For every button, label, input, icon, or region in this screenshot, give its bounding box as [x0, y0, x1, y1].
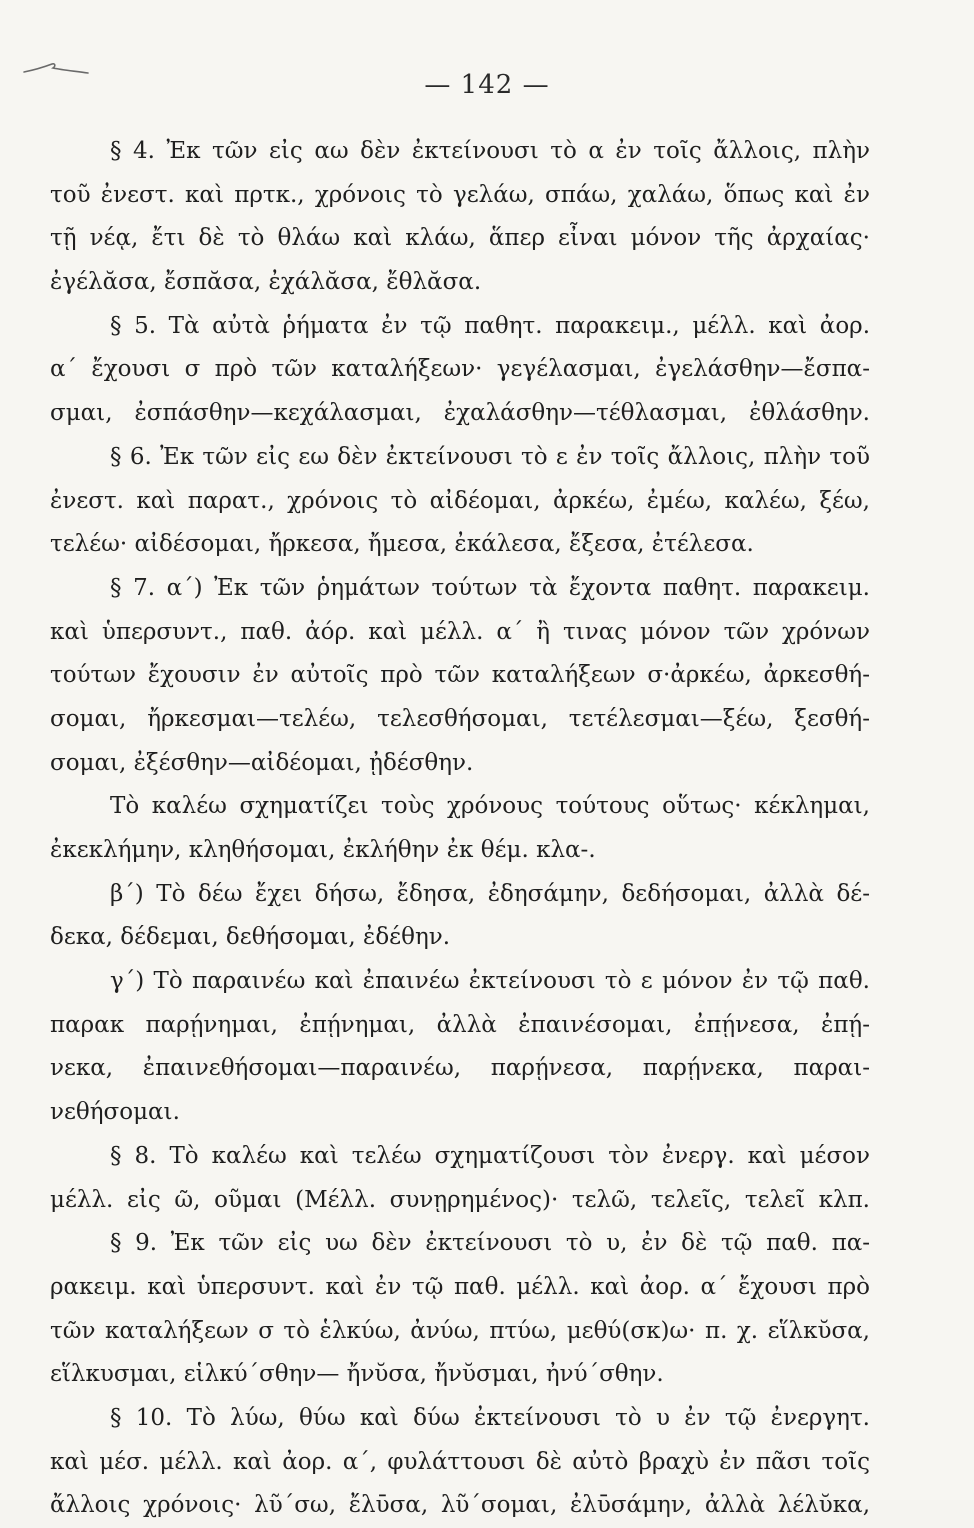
- text-line: γ΄) Τὸ παραινέω καὶ ἐπαινέω ἐκτείνουσι τὸ ε μόνον ἐν τῷ παθ.: [110, 968, 870, 995]
- text-line: εἵλκυσμαι, εἱλκύ΄σθην— ἤνῠσα, ἤνῠσμαι, ἠνύ΄σθην.: [50, 1361, 664, 1388]
- body-text: [50, 130, 870, 1528]
- text-line: § 10. Τὸ λύω, θύω καὶ δύω ἐκτείνουσι τὸ υ ἐν τῷ ἐνεργητ.: [110, 1404, 870, 1431]
- text-line: § 9. Ἐκ τῶν εἰς υω δὲν ἐκτείνουσι τὸ υ, ἐν δὲ τῷ παθ. πα-: [110, 1230, 870, 1257]
- text-line: § 6. Ἐκ τῶν εἰς εω δὲν ἐκτείνουσι τὸ ε ἐν τοῖς ἄλλοις, πλὴν τοῦ: [110, 443, 870, 470]
- text-line: σομαι, ἐξέσθην—αἰδέομαι, ᾐδέσθην.: [50, 749, 474, 776]
- text-line: καὶ μέσ. μέλλ. καὶ ἀορ. α΄, φυλάττουσι δὲ αὐτὸ βραχὺ ἐν πᾶσι τοῖς: [50, 1448, 870, 1475]
- text-line: μέλλ. εἰς ῶ, οῦμαι (Μέλλ. συνῃρημένος)· τελῶ, τελεῖς, τελεῖ κλπ.: [50, 1186, 870, 1213]
- text-line: § 7. α΄) Ἐκ τῶν ῥημάτων τούτων τὰ ἔχοντα παθητ. παρακειμ.: [110, 574, 870, 601]
- text-line: τούτων ἔχουσιν ἐν αὐτοῖς πρὸ τῶν καταλήξεων σ·ἀρκέω, ἀρκεσθή-: [50, 662, 870, 689]
- text-line: Τὸ καλέω σχηματίζει τοὺς χρόνους τούτους οὕτως· κέκλημαι,: [110, 793, 870, 820]
- text-line: καὶ ὑπερσυντ., παθ. ἀόρ. καὶ μέλλ. α΄ ἢ τινας μόνον τῶν χρόνων: [50, 618, 870, 645]
- text-line: ἐγέλᾰσα, ἔσπᾰσα, ἐχάλᾰσα, ἔθλᾰσα.: [50, 269, 482, 296]
- text-line: § 5. Τὰ αὐτὰ ῥήματα ἐν τῷ παθητ. παρακειμ., μέλλ. καὶ ἀορ.: [110, 312, 870, 339]
- text-line: τελέω· αἰδέσομαι, ἤρκεσα, ἤμεσα, ἐκάλεσα, ἔξεσα, ἐτέλεσα.: [50, 531, 754, 558]
- text-line: α΄ ἔχουσι σ πρὸ τῶν καταλήξεων· γεγέλασμαι, ἐγελάσθην—ἔσπα-: [50, 356, 870, 383]
- text-line: § 4. Ἐκ τῶν εἰς αω δὲν ἐκτείνουσι τὸ α ἐν τοῖς ἄλλοις, πλὴν: [110, 138, 870, 164]
- text-line: ἐκεκλήμην, κληθήσομαι, ἐκλήθην ἐκ θέμ. κλα-.: [50, 837, 596, 863]
- text-line: τῶν καταλήξεων σ τὸ ἑλκύω, ἀνύω, πτύω, μεθύ(σκ)ω· π. χ. εἵλκῠσα,: [50, 1317, 870, 1344]
- text-line: νεθήσομαι.: [50, 1099, 180, 1126]
- text-line: ἄλλοις χρόνοις· λῦ΄σω, ἔλῡσα, λῦ΄σομαι, ἐλῡσάμην, ἀλλὰ λέλῠκα,: [50, 1492, 870, 1519]
- text-line: ἐνεστ. καὶ παρατ., χρόνοις τὸ αἰδέομαι, ἀρκέω, ἐμέω, καλέω, ξέω,: [50, 487, 870, 514]
- text-line: β΄) Τὸ δέω ἔχει δήσω, ἔδησα, ἐδησάμην, δεδήσομαι, ἀλλὰ δέ-: [110, 880, 870, 907]
- text-line: τοῦ ἐνεστ. καὶ πρτκ., χρόνοις τὸ γελάω, σπάω, χαλάω, ὅπως καὶ ἐν: [50, 181, 870, 208]
- text-line: νεκα, ἐπαινεθήσομαι—παραινέω, παρῄνεσα, παρῄνεκα, παραι-: [50, 1055, 870, 1082]
- text-line: σομαι, ἤρκεσμαι—τελέω, τελεσθήσομαι, τετέλεσμαι—ξέω, ξεσθή-: [50, 705, 870, 732]
- page-number: — 142 —: [424, 70, 550, 100]
- text-line: σμαι, ἐσπάσθην—κεχάλασμαι, ἐχαλάσθην—τέθλασμαι, ἐθλάσθην.: [50, 400, 870, 427]
- text-line: τῇ νέᾳ, ἔτι δὲ τὸ θλάω καὶ κλάω, ἅπερ εἶναι μόνον τῆς ἀρχαίας·: [50, 225, 870, 252]
- text-line: δεκα, δέδεμαι, δεθήσομαι, ἐδέθην.: [50, 924, 451, 951]
- text-line: παρακ παρῄνημαι, ἐπῄνημαι, ἀλλὰ ἐπαινέσομαι, ἐπῄνεσα, ἐπῄ-: [50, 1011, 870, 1038]
- text-line: § 8. Τὸ καλέω καὶ τελέω σχηματίζουσι τὸν ἐνεργ. καὶ μέσον: [110, 1142, 870, 1169]
- text-line: ρακειμ. καὶ ὑπερσυντ. καὶ ἐν τῷ παθ. μέλλ. καὶ ἀορ. α΄ ἔχουσι πρὸ: [50, 1273, 870, 1300]
